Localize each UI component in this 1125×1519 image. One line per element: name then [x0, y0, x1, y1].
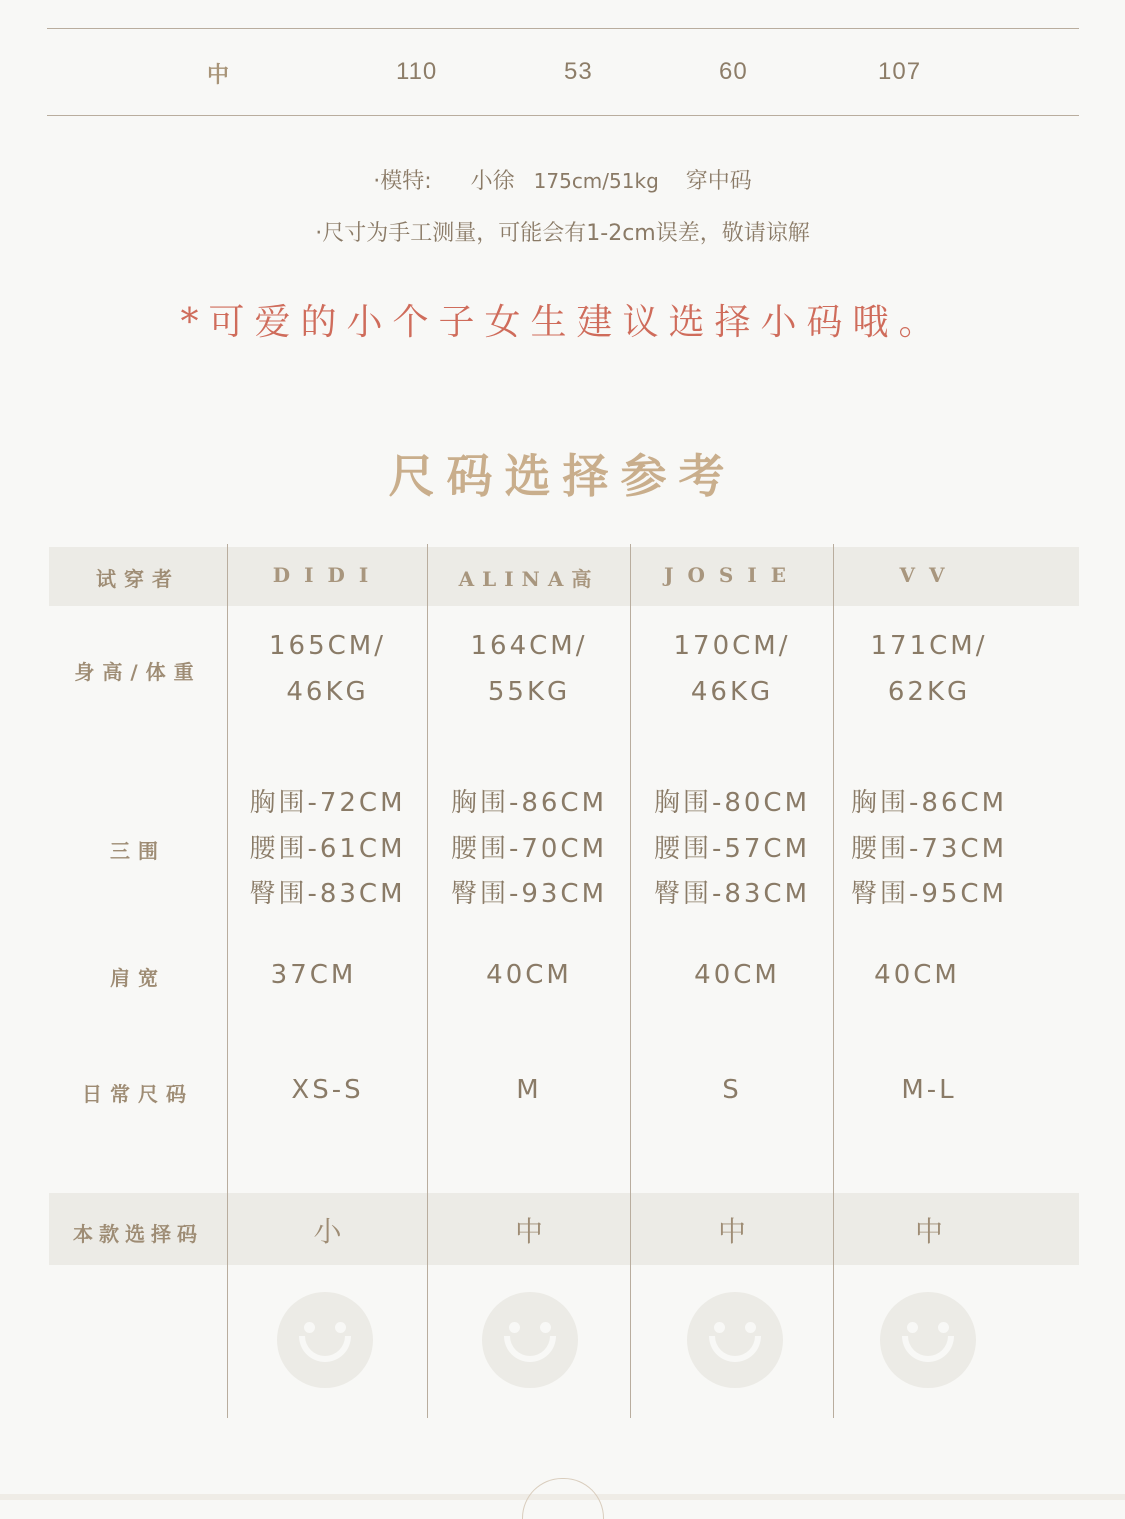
shoulder-value: 40CM: [486, 960, 572, 990]
smiley-face-icon: [880, 1292, 976, 1388]
size-value: 60: [719, 58, 748, 85]
weight-value: 55KG: [487, 677, 571, 707]
waist-value: 腰围-57CM: [653, 834, 811, 864]
weight-value: 46KG: [286, 677, 369, 707]
row-label-chosen-size: 本款选择码: [73, 1222, 203, 1246]
model-note: [0, 164, 1125, 195]
waist-value: 腰围-61CM: [249, 834, 406, 864]
smiley-face-icon: [482, 1292, 578, 1388]
daily-size-value: M: [516, 1075, 542, 1105]
hip-value: 臀围-83CM: [653, 879, 811, 909]
bottom-rule: [47, 115, 1079, 116]
model-size: 穿中码: [685, 169, 752, 194]
chosen-size-value: 中: [514, 1215, 543, 1248]
bust-value: 胸围-86CM: [850, 788, 1008, 818]
shoulder-value: 40CM: [694, 960, 780, 990]
hip-value: 臀围-93CM: [450, 879, 608, 909]
daily-size-value: M-L: [901, 1075, 957, 1105]
model-name: 小徐: [470, 169, 515, 194]
row-label-daily-size: 日常尺码: [82, 1082, 194, 1106]
model-stats: 175cm/51kg: [533, 169, 659, 193]
tester-name: ALINA高: [458, 567, 600, 591]
row-label-measurements: 三围: [110, 839, 166, 863]
height-value: 170CM/: [673, 631, 791, 661]
row-label-shoulder: 肩宽: [110, 966, 166, 990]
tester-name: DIDI: [272, 563, 383, 587]
waist-value: 腰围-73CM: [850, 834, 1008, 864]
shoulder-value: 37CM: [270, 960, 357, 990]
bust-value: 胸围-80CM: [653, 788, 811, 818]
height-value: 164CM/: [470, 631, 588, 661]
sun-ornament-icon: [522, 1478, 604, 1519]
weight-value: 62KG: [887, 677, 971, 707]
section-title: 尺码选择参考: [388, 449, 737, 503]
hip-value: 臀围-83CM: [249, 879, 406, 909]
smiley-face-icon: [687, 1292, 783, 1388]
height-value: 165CM/: [269, 631, 386, 661]
chosen-size-value: 小: [313, 1215, 342, 1248]
daily-size-value: S: [722, 1075, 742, 1105]
measure-note: ·尺寸为手工测量，可能会有1-2cm误差，敬请谅解: [315, 221, 810, 246]
size-hint: *可爱的小个子女生建议选择小码哦。: [180, 302, 945, 343]
header-label: 试穿者: [96, 567, 180, 591]
tester-name: VV: [899, 563, 959, 587]
weight-value: 46KG: [690, 677, 774, 707]
size-row-label: 中: [207, 62, 231, 88]
size-value: 110: [396, 58, 438, 85]
bust-value: 胸围-86CM: [450, 788, 608, 818]
height-value: 171CM/: [870, 631, 988, 661]
shoulder-value: 40CM: [874, 960, 960, 990]
size-value: 53: [564, 58, 593, 85]
hip-value: 臀围-95CM: [850, 879, 1008, 909]
waist-value: 腰围-70CM: [450, 834, 608, 864]
model-prefix: ·模特:: [373, 169, 432, 194]
chosen-size-value: 中: [717, 1215, 746, 1248]
chosen-size-value: 中: [914, 1215, 943, 1248]
size-value: 107: [878, 58, 922, 85]
smiley-face-icon: [277, 1292, 373, 1388]
top-rule: [47, 28, 1079, 29]
tester-name: JOSIE: [664, 563, 800, 587]
bust-value: 胸围-72CM: [249, 788, 406, 818]
row-label-height-weight: 身高/体重: [74, 660, 202, 684]
daily-size-value: XS-S: [291, 1075, 364, 1105]
